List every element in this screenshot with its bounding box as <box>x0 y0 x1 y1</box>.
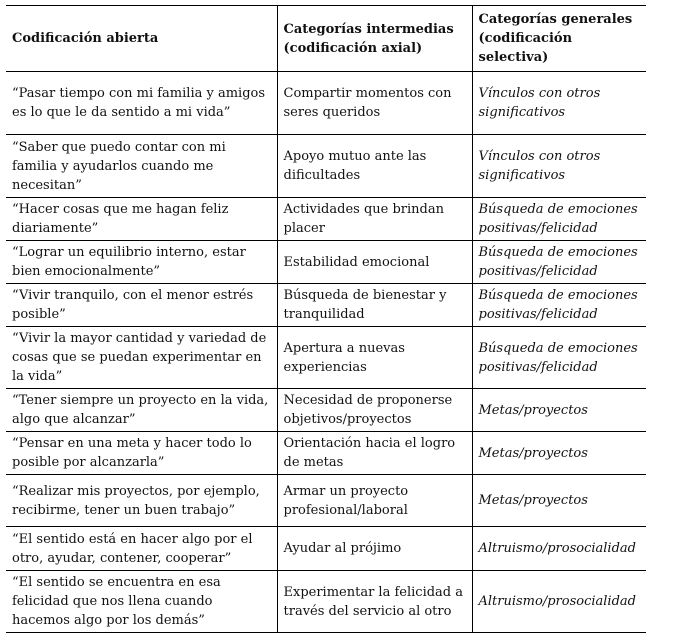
selective-category-cell: Metas/proyectos <box>478 493 588 508</box>
selective-category-cell: Búsqueda de emociones positivas/felicidad <box>478 340 638 375</box>
selective-category-cell: Altruismo/prosocialidad <box>478 541 636 556</box>
axial-category-cell: Compartir momentos con seres queridos <box>277 72 472 135</box>
axial-category-cell: Ayudar al prójimo <box>277 527 472 571</box>
open-code-cell: “Pensar en una meta y hacer todo lo posible por alcanzarla” <box>6 432 277 475</box>
axial-category-cell: Orientación hacia el logro de metas <box>277 432 472 475</box>
open-code-cell: “Vivir la mayor cantidad y variedad de cosas que se puedan experimentar en la vida” <box>6 327 277 389</box>
selective-category-cell: Metas/proyectos <box>478 402 588 418</box>
table-row <box>6 571 646 633</box>
coding-table <box>6 5 646 633</box>
table-row <box>6 72 646 135</box>
axial-category-cell: Estabilidad emocional <box>277 241 472 284</box>
selective-category-cell: Altruismo/prosocialidad <box>478 594 636 609</box>
open-code-cell: “Vivir tranquilo, con el menor estrés posible” <box>6 284 277 327</box>
axial-category-cell: Experimentar la felicidad a través del servicio al otro <box>277 571 472 633</box>
axial-category-cell: Apertura a nuevas experiencias <box>277 327 472 389</box>
selective-category-cell: Metas/proyectos <box>478 445 588 461</box>
selective-category-cell: Vínculos con otros significativos <box>478 149 601 183</box>
axial-category-cell: Armar un proyecto profesional/laboral <box>277 475 472 527</box>
selective-category-cell: Búsqueda de emociones positivas/felicidad <box>478 245 638 279</box>
table-row <box>6 241 646 284</box>
axial-category-cell: Apoyo mutuo ante las dificultades <box>277 135 472 198</box>
selective-category-cell: Vínculos con otros significativos <box>478 86 601 120</box>
selective-category-cell: Búsqueda de emociones positivas/felicidad <box>478 288 638 322</box>
axial-category-cell: Actividades que brindan placer <box>277 198 472 241</box>
table-row <box>6 135 646 198</box>
table-row <box>6 527 646 571</box>
table-header-row <box>6 6 646 72</box>
header-selective-coding: Categorías generales (codificación selectiva) <box>478 12 633 65</box>
axial-category-cell: Búsqueda de bienestar y tranquilidad <box>277 284 472 327</box>
open-code-cell: “El sentido se encuentra en esa felicidad que nos llena cuando hacemos algo por los demás” <box>6 571 277 633</box>
table-row <box>6 432 646 475</box>
selective-category-cell: Búsqueda de emociones positivas/felicidad <box>478 202 638 236</box>
open-code-cell: “El sentido está en hacer algo por el otro, ayudar, contener, cooperar” <box>6 527 277 571</box>
table-row <box>6 198 646 241</box>
open-code-cell: “Pasar tiempo con mi familia y amigos es lo que le da sentido a mi vida” <box>6 72 277 135</box>
table-row <box>6 475 646 527</box>
table-row <box>6 327 646 389</box>
header-open-coding: Codificación abierta <box>6 6 277 72</box>
open-code-cell: “Saber que puedo contar con mi familia y ayudarlos cuando me necesitan” <box>6 135 277 198</box>
open-code-cell: “Hacer cosas que me hagan feliz diariamente” <box>6 198 277 241</box>
axial-category-cell: Necesidad de proponerse objetivos/proyectos <box>277 389 472 432</box>
open-code-cell: “Realizar mis proyectos, por ejemplo, recibirme, tener un buen trabajo” <box>6 475 277 527</box>
header-axial-coding: Categorías intermedias (codificación axial) <box>277 6 472 72</box>
open-code-cell: “Lograr un equilibrio interno, estar bien emocionalmente” <box>6 241 277 284</box>
table-row <box>6 284 646 327</box>
open-code-cell: “Tener siempre un proyecto en la vida, algo que alcanzar” <box>6 389 277 432</box>
table-row <box>6 389 646 432</box>
coding-table-container <box>6 5 646 633</box>
